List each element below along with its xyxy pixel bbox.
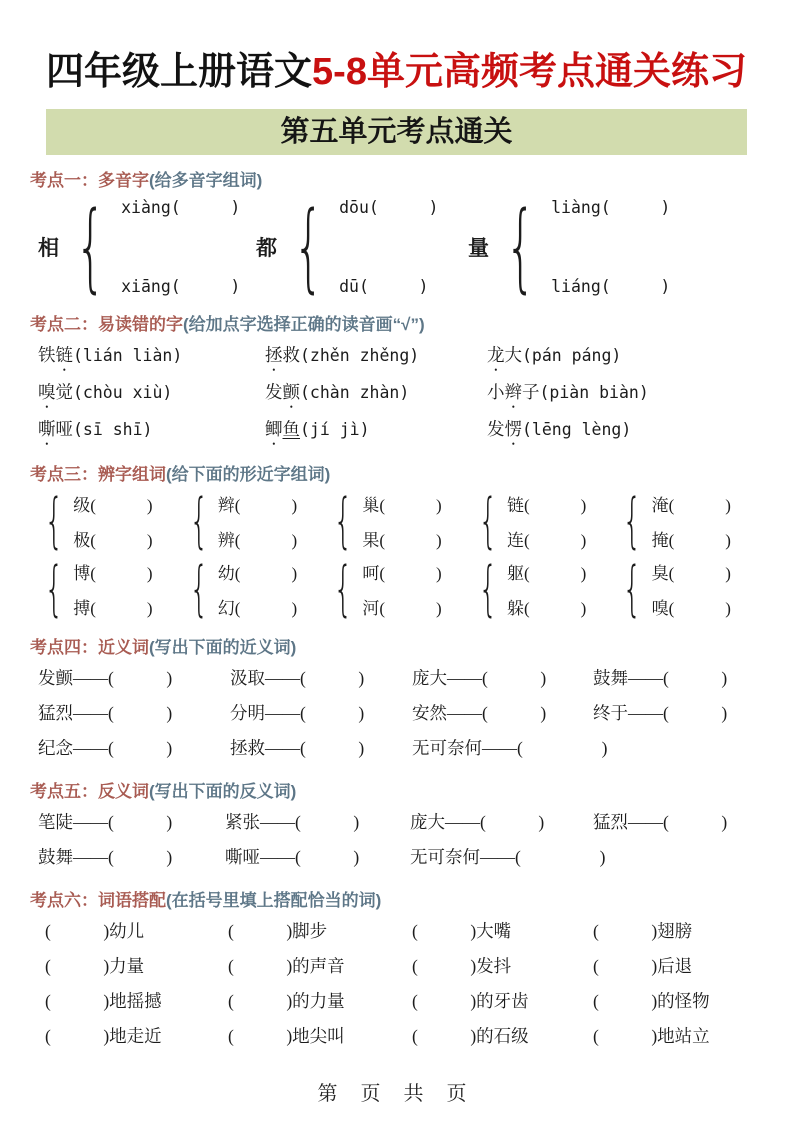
word: 大嘴 xyxy=(476,921,512,941)
polyphone-char: 量 xyxy=(468,236,489,260)
answer-blank: ( ) xyxy=(668,599,731,618)
collocation-item xyxy=(45,949,228,984)
section1-label: 考点一：多音字 xyxy=(30,171,149,190)
word: 翅膀 xyxy=(657,921,693,941)
brace-icon: { xyxy=(333,486,353,556)
word-item xyxy=(265,375,487,412)
char: 呵 xyxy=(362,564,380,583)
collocation-item xyxy=(412,984,593,1019)
polyphone-section xyxy=(38,191,793,303)
pinyin-blank: dū( ) xyxy=(339,277,429,296)
antonym-item xyxy=(410,840,793,875)
word-item xyxy=(487,412,793,449)
synonym-item xyxy=(230,696,412,731)
section3-instruction: (给下面的形近字组词) xyxy=(166,465,331,484)
answer-blank: ( ) xyxy=(593,921,658,941)
answer-blank: ( ) xyxy=(593,956,658,976)
dotted-char: 辫 xyxy=(504,382,522,402)
antonym-row xyxy=(38,840,793,875)
answer-blank: ( ) xyxy=(523,564,587,583)
dotted-char: 拯 xyxy=(265,345,283,365)
answer-blank: ( ) xyxy=(90,496,153,515)
pinyin-options xyxy=(121,197,240,297)
brace-icon: { xyxy=(478,554,498,624)
section6-label: 考点六：词语搭配 xyxy=(30,891,166,910)
brace-icon: { xyxy=(622,554,643,624)
synonym-item xyxy=(412,731,793,766)
pronunciation-section xyxy=(38,338,793,449)
answer-blank: ( ) xyxy=(45,956,110,976)
word: 地摇撼 xyxy=(109,991,162,1011)
char: 淹 xyxy=(651,496,669,515)
section5-heading xyxy=(30,777,793,802)
answer-blank: ( ) xyxy=(228,991,293,1011)
word-item xyxy=(38,338,265,375)
answer-blank: ——( ) xyxy=(73,812,173,832)
answer-blank: ——( ) xyxy=(628,703,728,723)
section1-instruction: (给多音字组词) xyxy=(149,171,263,190)
word: 拯救 xyxy=(230,738,265,758)
word-text: 觉 xyxy=(55,382,73,402)
word: 的石级 xyxy=(476,1026,529,1046)
collocation-item xyxy=(45,984,228,1019)
pinyin-options xyxy=(551,197,670,297)
answer-blank: ( ) xyxy=(523,599,587,618)
collocation-item xyxy=(593,1019,793,1054)
word: 纪念 xyxy=(38,738,73,758)
char: 掩 xyxy=(651,531,669,550)
char: 博 xyxy=(73,564,91,583)
answer-blank: ——( ) xyxy=(447,668,547,688)
word: 鼓舞 xyxy=(593,668,628,688)
word-text: 小 xyxy=(487,382,505,402)
answer-blank: ( ) xyxy=(45,991,110,1011)
char: 幻 xyxy=(217,599,235,618)
synonym-row xyxy=(38,731,793,766)
answer-blank: ( ) xyxy=(379,496,442,515)
word: 鼓舞 xyxy=(38,847,73,867)
answer-blank: ( ) xyxy=(379,564,442,583)
dotted-char: 愣 xyxy=(504,419,522,439)
brace-icon: { xyxy=(44,486,64,556)
word-text: 哑 xyxy=(55,419,73,439)
word: 庞大 xyxy=(410,812,445,832)
antonym-item xyxy=(225,805,410,840)
word-item xyxy=(487,338,793,375)
answer-blank: ( ) xyxy=(234,564,298,583)
answer-blank: ( ) xyxy=(668,564,731,583)
confusable-pair xyxy=(613,556,758,622)
confusable-pair xyxy=(324,556,469,622)
answer-blank: ( ) xyxy=(234,599,298,618)
char: 极 xyxy=(73,531,91,550)
collocation-item xyxy=(593,984,793,1019)
collocation-row xyxy=(45,949,793,984)
brace-icon: { xyxy=(478,486,498,556)
answer-blank: ——( ) xyxy=(265,738,365,758)
dotted-char: 鲫 xyxy=(265,419,283,439)
answer-blank: ( ) xyxy=(90,531,153,550)
section5-instruction: (写出下面的反义词) xyxy=(149,782,297,801)
unit-banner: 第五单元考点通关 xyxy=(46,109,747,155)
section6-heading xyxy=(30,886,793,911)
answer-blank: ( ) xyxy=(412,956,477,976)
collocation-item xyxy=(45,914,228,949)
polyphone-group xyxy=(256,191,468,303)
word: 嘶哑 xyxy=(225,847,260,867)
answer-blank: ( ) xyxy=(412,991,477,1011)
word: 分明 xyxy=(230,703,265,723)
char: 河 xyxy=(362,599,380,618)
collocation-item xyxy=(412,949,593,984)
word-text: 发 xyxy=(265,382,283,402)
collocation-row xyxy=(45,1019,793,1054)
polyphone-char: 都 xyxy=(256,236,277,260)
synonym-item xyxy=(230,731,412,766)
word: 地尖叫 xyxy=(292,1026,345,1046)
answer-blank: ( ) xyxy=(593,991,658,1011)
section5-label: 考点五：反义词 xyxy=(30,782,149,801)
word: 猛烈 xyxy=(38,703,73,723)
char: 连 xyxy=(506,531,524,550)
answer-blank: ( ) xyxy=(90,564,153,583)
confusable-pair xyxy=(35,488,180,554)
char: 果 xyxy=(362,531,380,550)
confusable-chars-row1 xyxy=(35,488,758,554)
answer-blank: ——( ) xyxy=(260,847,360,867)
synonym-item xyxy=(38,696,230,731)
polyphone-group xyxy=(468,191,793,303)
char: 幼 xyxy=(217,564,235,583)
collocation-item xyxy=(45,1019,228,1054)
word: 的声音 xyxy=(292,956,345,976)
section1-heading xyxy=(30,166,793,191)
brace-icon: { xyxy=(622,486,643,556)
brace-icon: { xyxy=(505,191,536,303)
brace-icon: { xyxy=(75,191,106,303)
word: 幼儿 xyxy=(109,921,145,941)
dotted-char: 嗅 xyxy=(38,382,56,402)
word: 地走近 xyxy=(109,1026,162,1046)
collocation-item xyxy=(228,914,412,949)
antonym-item xyxy=(38,805,225,840)
char: 臭 xyxy=(651,564,669,583)
section6-instruction: (在括号里填上搭配恰当的词) xyxy=(166,891,382,910)
section4-instruction: (写出下面的近义词) xyxy=(149,638,297,657)
answer-blank: ——( ) xyxy=(260,812,360,832)
word: 发抖 xyxy=(476,956,512,976)
section2-heading xyxy=(30,310,793,335)
pinyin-choices: (chàn zhàn) xyxy=(300,383,410,402)
char: 级 xyxy=(73,496,91,515)
pinyin-choices: (sī shī) xyxy=(73,420,153,439)
word: 庞大 xyxy=(412,668,447,688)
answer-blank: ——( ) xyxy=(73,847,173,867)
antonym-item xyxy=(225,840,410,875)
word: 的力量 xyxy=(292,991,345,1011)
pinyin-blank: xiāng( ) xyxy=(121,277,241,296)
pinyin-blank: liáng( ) xyxy=(551,277,671,296)
confusable-pair xyxy=(35,556,180,622)
word-item xyxy=(38,375,265,412)
antonym-row xyxy=(38,805,793,840)
pinyin-choices: (chòu xiù) xyxy=(73,383,173,402)
answer-blank: ——( ) xyxy=(73,668,173,688)
brace-icon: { xyxy=(44,554,64,624)
synonym-row xyxy=(38,696,793,731)
answer-blank: ——( ) xyxy=(628,668,728,688)
answer-blank: ( ) xyxy=(90,599,153,618)
word: 无可奈何 xyxy=(412,738,482,758)
pinyin-choices: (zhěn zhěng) xyxy=(300,346,420,365)
collocation-item xyxy=(228,984,412,1019)
word-item xyxy=(487,375,793,412)
synonym-item xyxy=(230,661,412,696)
dotted-char: 龙 xyxy=(487,345,505,365)
answer-blank: ——( ) xyxy=(265,703,365,723)
confusable-pair xyxy=(469,556,614,622)
synonym-item xyxy=(412,696,593,731)
word-text: 铁 xyxy=(38,345,56,365)
word-item xyxy=(265,412,487,449)
pinyin-choices: (jí jì) xyxy=(300,420,370,439)
answer-blank: ( ) xyxy=(228,921,293,941)
answer-blank: ( ) xyxy=(668,496,731,515)
word-item xyxy=(38,412,265,449)
dotted-char: 链 xyxy=(55,345,73,365)
answer-blank: ——( ) xyxy=(480,847,606,867)
word: 紧张 xyxy=(225,812,260,832)
pinyin-options xyxy=(339,197,438,297)
answer-blank: ——( ) xyxy=(447,703,547,723)
answer-blank: ( ) xyxy=(45,1026,110,1046)
word-text: 鱼 xyxy=(282,419,300,439)
answer-blank: ( ) xyxy=(412,921,477,941)
word-text: 大 xyxy=(504,345,522,365)
confusable-chars-row2 xyxy=(35,556,758,622)
pinyin-choices: (piàn biàn) xyxy=(539,383,649,402)
title-black-part: 四年级上册语文 xyxy=(46,51,313,93)
synonym-item xyxy=(38,731,230,766)
word: 发颤 xyxy=(38,668,73,688)
confusable-pair xyxy=(180,488,325,554)
word: 后退 xyxy=(657,956,693,976)
answer-blank: ——( ) xyxy=(445,812,545,832)
brace-icon: { xyxy=(189,554,209,624)
collocation-item xyxy=(593,914,793,949)
word: 无可奈何 xyxy=(410,847,480,867)
confusable-pair xyxy=(180,556,325,622)
char: 嗅 xyxy=(651,599,669,618)
pinyin-choices: (lēng lèng) xyxy=(522,420,632,439)
word: 笔陡 xyxy=(38,812,73,832)
char: 躯 xyxy=(506,564,524,583)
word-item xyxy=(265,338,487,375)
brace-icon: { xyxy=(189,486,209,556)
char: 辨 xyxy=(217,531,235,550)
answer-blank: ( ) xyxy=(593,1026,658,1046)
answer-blank: ( ) xyxy=(379,531,442,550)
word: 地站立 xyxy=(657,1026,710,1046)
word: 脚步 xyxy=(292,921,328,941)
section3-heading xyxy=(30,460,793,485)
synonym-row xyxy=(38,661,793,696)
answer-blank: ( ) xyxy=(234,496,298,515)
section3-label: 考点三：辨字组词 xyxy=(30,465,166,484)
collocation-item xyxy=(593,949,793,984)
collocation-item xyxy=(412,1019,593,1054)
antonym-item xyxy=(593,805,793,840)
antonym-item xyxy=(410,805,593,840)
answer-blank: ( ) xyxy=(668,531,731,550)
pinyin-blank: xiàng( ) xyxy=(121,198,241,217)
word: 猛烈 xyxy=(593,812,628,832)
polyphone-group xyxy=(38,191,256,303)
answer-blank: ( ) xyxy=(412,1026,477,1046)
pinyin-choices: (pán páng) xyxy=(522,346,622,365)
synonym-item xyxy=(38,661,230,696)
word: 的怪物 xyxy=(657,991,710,1011)
word: 的牙齿 xyxy=(476,991,529,1011)
word: 终于 xyxy=(593,703,628,723)
polyphone-char: 相 xyxy=(38,236,59,260)
answer-blank: ——( ) xyxy=(482,738,608,758)
word-text: 发 xyxy=(487,419,505,439)
answer-blank: ( ) xyxy=(228,956,293,976)
char: 巢 xyxy=(362,496,380,515)
char: 辫 xyxy=(217,496,235,515)
section4-label: 考点四：近义词 xyxy=(30,638,149,657)
dotted-char: 颤 xyxy=(282,382,300,402)
answer-blank: ——( ) xyxy=(73,738,173,758)
answer-blank: ( ) xyxy=(234,531,298,550)
confusable-pair xyxy=(469,488,614,554)
page-number-footer: 第 页 共 页 xyxy=(317,1083,476,1105)
pinyin-blank: liàng( ) xyxy=(551,198,671,217)
dotted-char: 嘶 xyxy=(38,419,56,439)
synonym-item xyxy=(593,696,793,731)
word: 安然 xyxy=(412,703,447,723)
answer-blank: ( ) xyxy=(379,599,442,618)
confusable-pair xyxy=(324,488,469,554)
word-text: 子 xyxy=(522,382,540,402)
word: 汲取 xyxy=(230,668,265,688)
collocation-item xyxy=(412,914,593,949)
collocation-item xyxy=(228,1019,412,1054)
char: 躲 xyxy=(506,599,524,618)
synonym-item xyxy=(412,661,593,696)
brace-icon: { xyxy=(333,554,353,624)
collocation-row xyxy=(45,914,793,949)
title-red-part: 5-8单元高频考点通关练习 xyxy=(312,51,747,93)
answer-blank: ( ) xyxy=(523,496,587,515)
char: 链 xyxy=(506,496,524,515)
section2-instruction: (给加点字选择正确的读音画“√”) xyxy=(183,315,425,334)
pinyin-blank: dōu( ) xyxy=(339,198,439,217)
brace-icon: { xyxy=(293,191,324,303)
collocation-item xyxy=(228,949,412,984)
char: 搏 xyxy=(73,599,91,618)
section2-label: 考点二：易读错的字 xyxy=(30,315,183,334)
page-title xyxy=(0,0,793,95)
answer-blank: ( ) xyxy=(523,531,587,550)
answer-blank: ——( ) xyxy=(628,812,728,832)
antonym-item xyxy=(38,840,225,875)
word: 力量 xyxy=(109,956,145,976)
answer-blank: ( ) xyxy=(45,921,110,941)
synonym-item xyxy=(593,661,793,696)
answer-blank: ——( ) xyxy=(73,703,173,723)
answer-blank: ——( ) xyxy=(265,668,365,688)
answer-blank: ( ) xyxy=(228,1026,293,1046)
word-text: 救 xyxy=(282,345,300,365)
section4-heading xyxy=(30,633,793,658)
confusable-pair xyxy=(613,488,758,554)
collocation-row xyxy=(45,984,793,1019)
pinyin-choices: (lián liàn) xyxy=(73,346,183,365)
